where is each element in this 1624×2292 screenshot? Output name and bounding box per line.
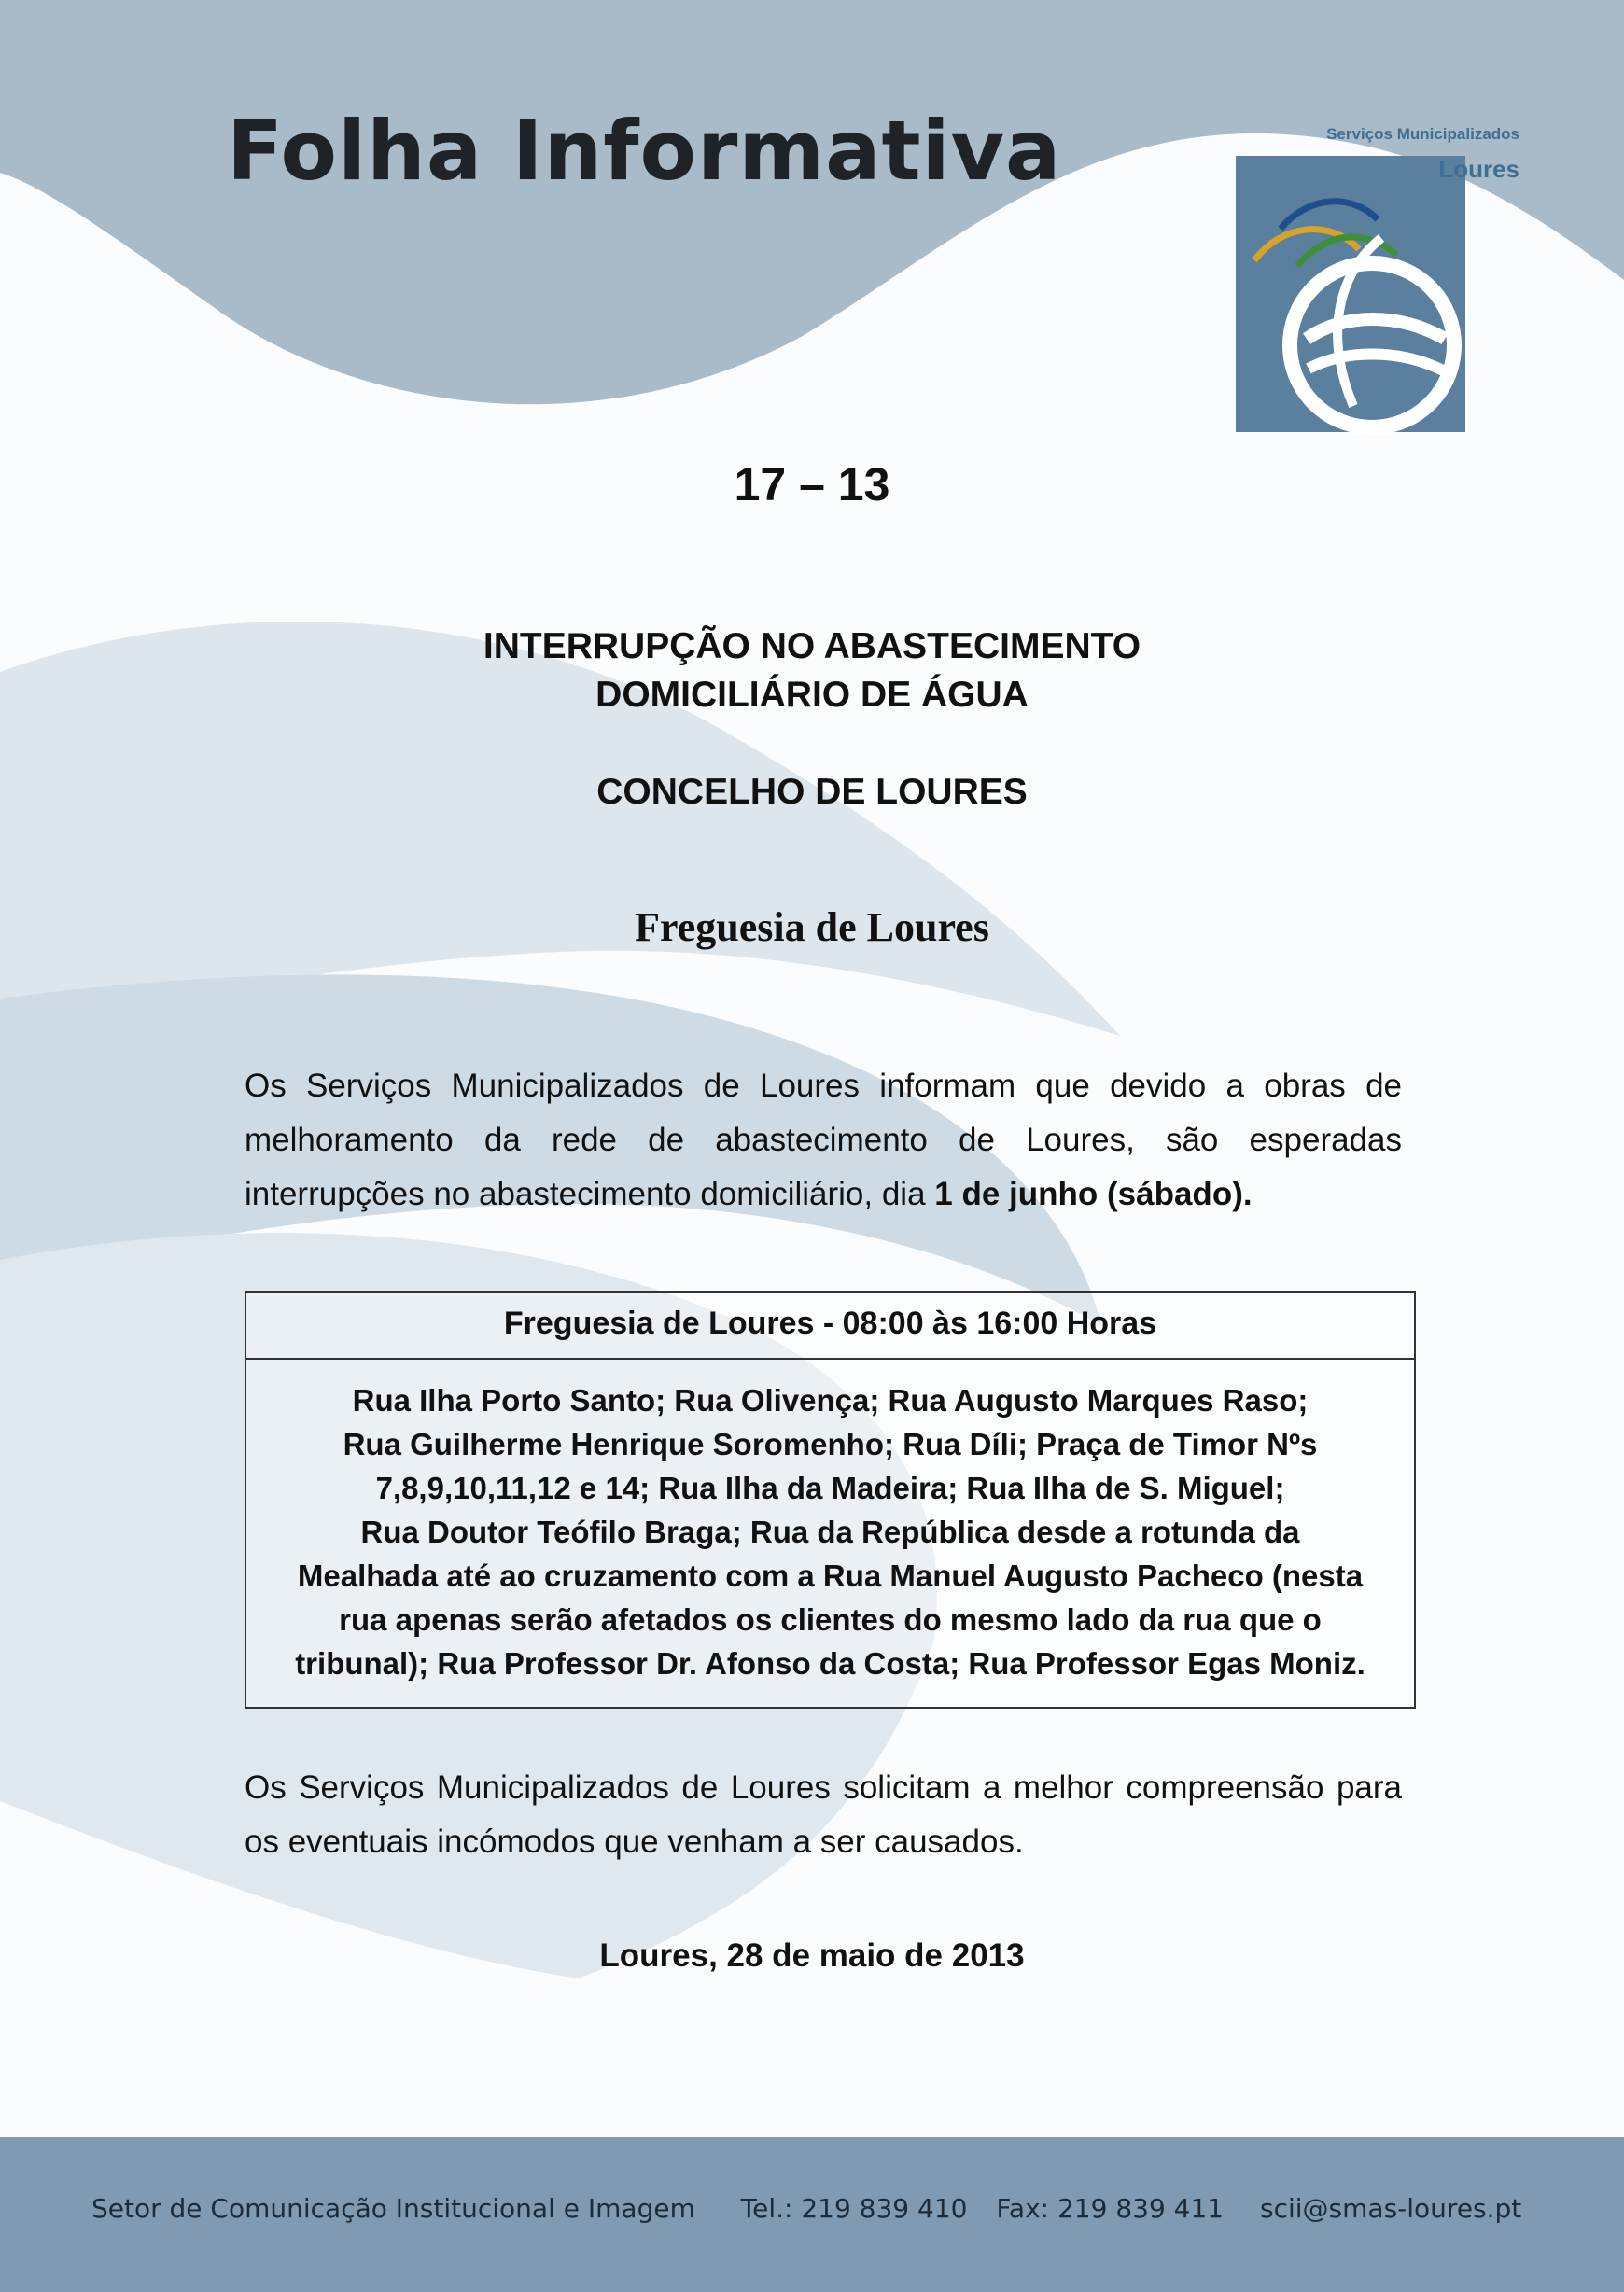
logo-org-name: Serviços Municipalizados xyxy=(1326,125,1519,143)
street-list-line: 7,8,9,10,11,12 e 14; Rua Ilha da Madeira; Rua Ilha de S. Miguel; xyxy=(375,1471,1285,1505)
street-list-line: Rua Ilha Porto Santo; Rua Olivença; Rua Augusto Marques Raso; xyxy=(352,1383,1309,1418)
footer-department: Setor de Comunicação Institucional e Imagem xyxy=(91,2193,695,2224)
intro-paragraph xyxy=(245,1059,1402,1222)
page-title: Folha Informativa xyxy=(227,103,1062,199)
footer-email: scii@smas-loures.pt xyxy=(1260,2193,1522,2224)
street-list-line: Rua Guilherme Henrique Soromenho; Rua Díli; Praça de Timor Nºs xyxy=(343,1427,1318,1461)
street-list-line: Mealhada até ao cruzamento com a Rua Manuel Augusto Pacheco (nesta xyxy=(297,1558,1364,1593)
closing-paragraph: Os Serviços Municipalizados de Loures solicitam a melhor compreensão para os eventuais incómodos que venham a ser causados. xyxy=(245,1769,1402,1860)
schedule-box xyxy=(245,1291,1416,1709)
headline-line-2: DOMICILIÁRIO DE ÁGUA xyxy=(595,675,1029,715)
intro-text: Os Serviços Municipalizados de Loures informam que devido a obras de melhoramento da rede de abastecimento de Loures, são esperadas interrupções no abastecimento domiciliário, dia xyxy=(245,1068,1402,1212)
footer-contact xyxy=(91,2193,1585,2224)
street-list-line: Rua Doutor Teófilo Braga; Rua da República desde a rotunda da xyxy=(360,1515,1300,1549)
schedule-box-body xyxy=(246,1360,1414,1685)
parish-heading: Freguesia de Loures xyxy=(635,904,989,950)
street-list-line: rua apenas serão afetados os clientes do mesmo lado da rua que o xyxy=(339,1602,1322,1637)
document-number: 17 – 13 xyxy=(734,458,890,510)
intro-date: 1 de junho (sábado). xyxy=(934,1176,1253,1212)
logo-city-name: Loures xyxy=(1438,155,1519,183)
date-line: Loures, 28 de maio de 2013 xyxy=(599,1937,1025,1974)
headline-line-1: INTERRUPÇÃO NO ABASTECIMENTO xyxy=(483,626,1141,666)
footer-tel: Tel.: 219 839 410 xyxy=(740,2193,968,2224)
footer-fax: Fax: 219 839 411 xyxy=(996,2193,1225,2224)
headline-line-3: CONCELHO DE LOURES xyxy=(596,772,1028,812)
street-list-line: tribunal); Rua Professor Dr. Afonso da Costa; Rua Professor Egas Moniz. xyxy=(295,1646,1365,1681)
schedule-box-header: Freguesia de Loures - 08:00 às 16:00 Horas xyxy=(246,1293,1414,1360)
